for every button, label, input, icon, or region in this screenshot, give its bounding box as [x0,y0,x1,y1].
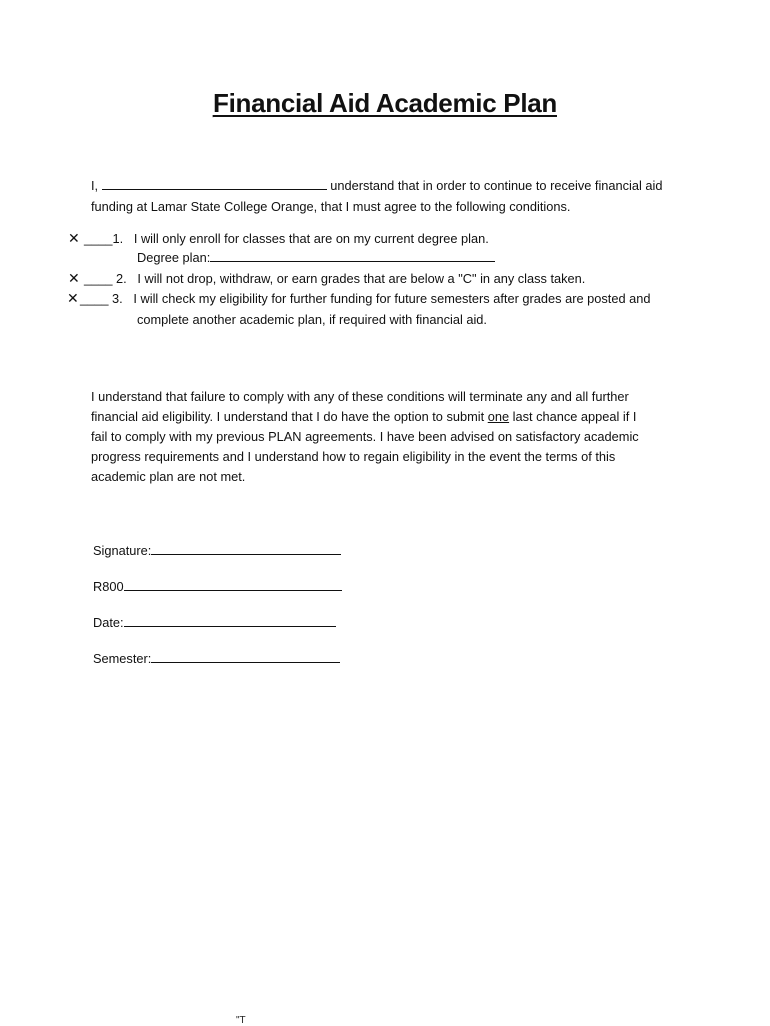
footer-mark: "T [236,1015,246,1026]
x-mark-2: ✕ [68,270,80,286]
agreement-line: progress requirements and I understand how to regain eligibility in the event the terms of this [91,449,616,464]
date-blank[interactable] [124,614,336,627]
condition-3: ____ 3. I will check my eligibility for further funding for future semesters after grades are posted and [80,291,651,306]
signature-blank[interactable] [151,542,341,555]
stray-mark: ' [212,114,214,125]
initial-blank-2[interactable]: ____ [84,271,117,286]
r800-label: R800 [93,579,124,594]
intro-line-2: funding at Lamar State College Orange, that I must agree to the following conditions. [91,199,571,214]
agreement-paragraph [91,387,671,487]
degree-plan-line: Degree plan: [137,248,495,268]
semester-field [93,649,340,669]
intro-line-1: I, understand that in order to continue to receive financial aid [91,178,663,193]
agreement-line: financial aid eligibility. I understand that I do have the option to submit one last chance appeal if I [91,409,637,424]
signature-label: Signature: [93,543,152,558]
initial-blank-1[interactable]: ____ [84,231,113,246]
x-mark-3: ✕ [67,290,79,306]
r800-field [93,577,342,597]
agreement-line: fail to comply with my previous PLAN agreements. I have been advised on satisfactory academic [91,429,639,444]
agreement-line: academic plan are not met. [91,469,246,484]
signature-field [93,541,341,561]
condition-3-continued: complete another academic plan, if required with financial aid. [137,312,487,327]
date-field [93,613,336,633]
degree-plan-blank[interactable] [210,250,495,262]
agreement-line: I understand that failure to comply with any of these conditions will terminate any and all further [91,389,629,404]
initial-blank-3[interactable]: ____ [80,291,113,306]
r800-blank[interactable] [124,578,342,591]
x-mark-1: ✕ [68,230,80,246]
condition-1: ____1. I will only enroll for classes that are on my current degree plan. [84,231,489,246]
name-blank[interactable] [102,178,327,190]
document-title: Financial Aid Academic Plan [213,88,557,118]
condition-2: ____ 2. I will not drop, withdraw, or earn grades that are below a "C" in any class taken. [84,271,586,286]
date-label: Date: [93,615,124,630]
one-underlined: one [487,409,510,424]
semester-blank[interactable] [151,650,340,663]
semester-label: Semester: [93,651,152,666]
